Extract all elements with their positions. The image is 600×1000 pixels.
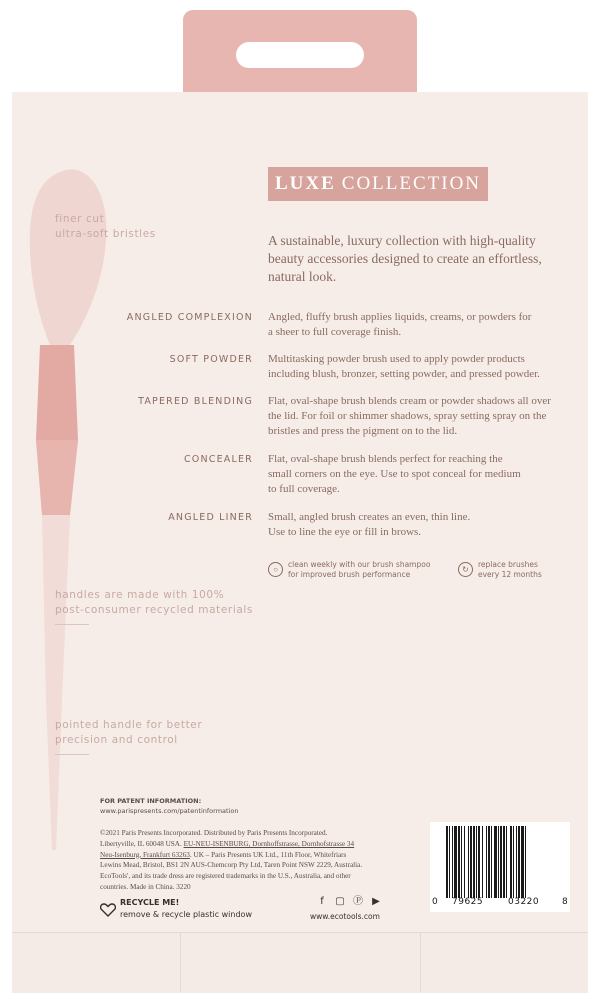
brush-name: TAPERED BLENDING [138,396,253,407]
barcode-bar [494,826,497,898]
refresh-icon: ↻ [458,562,473,577]
social-icons [316,896,382,908]
barcode-bar [446,826,448,898]
barcode-bar [518,826,520,898]
barcode [430,822,570,912]
barcode-bar [516,826,517,898]
tip-replace: replace brushes every 12 months [478,560,542,579]
barcode-bars [430,822,570,912]
barcode-bar [461,826,462,898]
patent-label: FOR PATENT INFORMATION: [100,797,202,805]
barcode-bar [470,826,472,898]
legal-text: ©2021 Paris Presents Incorporated. Distributed by Paris Presents Incorporated. Libertyville, IL 60048 USA. EU-NEU-ISENBURG, Dornhoffstrasse, Dornhofstrasse 34 Neu-Isenburg, Frankfurt 63263. UK – Paris Presents UK Ltd., 11th Floor, Whitefriars Lewins Mead, Bristol, BS1 2N AUS-Chemcorp Pty Ltd, Taren Point NSW 2229, Australia. EcoTools', and its trade dress are registered trademarks in the U.S., Australia, and other countries. Made in China. 3220 [100,829,363,891]
bristles-label: finer cut ultra-soft bristles [55,213,156,240]
brush-desc: Flat, oval-shape brush blends perfect for reaching the small corners on the eye. Use to spot conceal for medium to full coverage. [268,453,521,495]
barcode-bar [452,826,453,898]
patent-url: www.parispresents.com/patentinformation [100,807,239,815]
barcode-bar [476,826,477,898]
barcode-bar [458,826,460,898]
badge-light: COLLECTION [341,173,482,194]
barcode-bar [510,826,512,898]
intro-text: A sustainable, luxury collection with high-quality beauty accessories designed to create an effortless, natural look. [268,233,542,284]
recycle-heart-icon [100,903,116,917]
barcode-bar [521,826,524,898]
brush-desc: Multitasking powder brush used to apply powder products including blush, bronzer, setting powder, and pressed powder. [268,353,540,380]
water-drop-icon: ○ [268,562,283,577]
barcode-bar [498,826,499,898]
barcode-bar [482,826,483,898]
brush-desc: Flat, oval-shape brush blends cream or powder shadows all over the lid. For foil or shimmer shadows, spray setting spray on the bristles and press the pigment on to the lid. [268,395,551,437]
barcode-digit-1: 0 [432,897,439,907]
barcode-bar [464,826,465,898]
handles-label: handles are made with 100% post-consumer recycled materials [55,589,253,616]
brush-name: CONCEALER [183,454,253,465]
brush-desc: Small, angled brush creates an even, thin line. Use to line the eye or fill in brows. [268,511,471,538]
website-url: www.ecotools.com [310,912,380,921]
barcode-bar [513,826,514,898]
barcode-bar [454,826,457,898]
barcode-digits-3: 03220 [508,897,540,907]
recycle-subtitle: remove & recycle plastic window [120,910,252,919]
barcode-bar [491,826,492,898]
brush-name: SOFT POWDER [169,354,253,365]
barcode-bar [503,826,505,898]
barcode-bar [486,826,487,898]
pointed-rule [55,754,89,755]
barcode-bar [500,826,502,898]
barcode-bar [478,826,480,898]
facebook-icon: f [320,896,324,907]
barcode-bar [473,826,475,898]
barcode-bar [449,826,450,898]
pinterest-icon: Ⓟ [353,896,363,907]
youtube-icon: ▶ [372,896,380,907]
barcode-bar [468,826,469,898]
instagram-icon: ▢ [335,896,345,907]
recycle-title: RECYCLE ME! [120,898,180,907]
collection-badge [268,167,488,201]
pointed-label: pointed handle for better precision and control [55,719,203,746]
tip-shampoo: clean weekly with our brush shampoo for improved brush performance [288,560,431,579]
barcode-digit-4: 8 [562,897,569,907]
barcode-bar [525,826,526,898]
brush-name: ANGLED COMPLEXION [126,312,253,323]
brush-desc: Angled, fluffy brush applies liquids, creams, or powders for a sheer to full coverage finish. [268,311,532,338]
barcode-bar [506,826,507,898]
badge-bold: LUXE [274,173,336,194]
barcode-bar [488,826,490,898]
handles-rule [55,624,89,625]
brush-name: ANGLED LINER [168,512,253,523]
barcode-digits-2: 79625 [452,897,484,907]
